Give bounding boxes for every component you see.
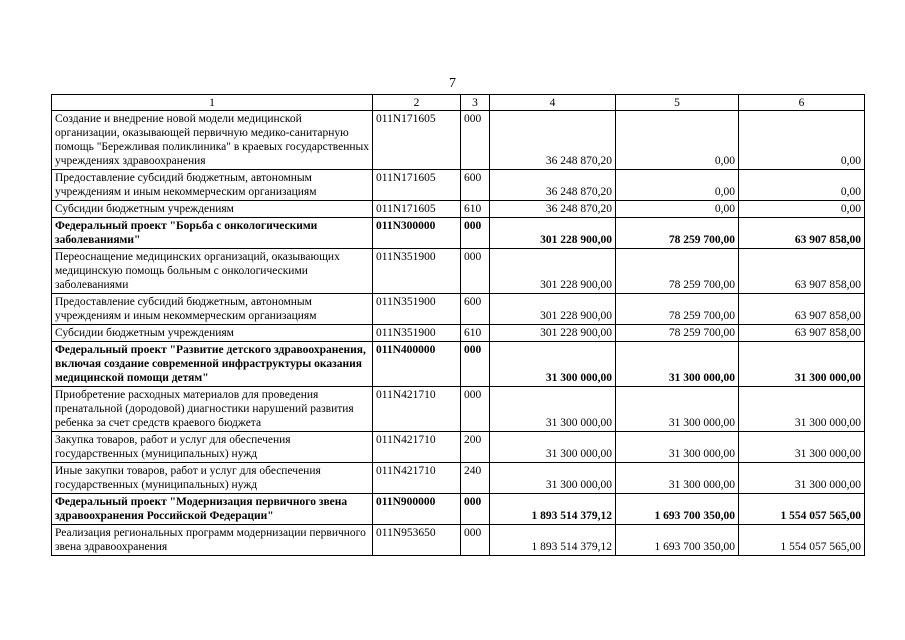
table-row — [52, 170, 865, 201]
row-kind-cell: 000 — [461, 111, 490, 170]
row-code-cell: 011N171605 — [373, 170, 461, 201]
row-name-cell: Приобретение расходных материалов для проведения пренатальной (дородовой) диагностики нарушений развития ребенка за счет средств краевого бюджета — [52, 387, 373, 432]
row-value-year2-cell: 31 300 000,00 — [616, 342, 739, 387]
row-value-year2-cell: 0,00 — [616, 201, 739, 218]
row-value-year3-cell: 31 300 000,00 — [739, 463, 865, 494]
row-code-cell: 011N300000 — [373, 218, 461, 249]
row-value-year1-cell: 36 248 870,20 — [490, 201, 616, 218]
header-cell: 3 — [461, 95, 490, 111]
table-row — [52, 342, 865, 387]
table-row — [52, 325, 865, 342]
row-name-cell: Создание и внедрение новой модели медицинской организации, оказывающей первичную медико-санитарную помощь "Бережливая поликлиника" в краевых государственных учреждениях здравоохранения — [52, 111, 373, 170]
row-kind-cell: 000 — [461, 249, 490, 294]
table-row — [52, 218, 865, 249]
row-value-year1-cell: 301 228 900,00 — [490, 249, 616, 294]
row-value-year2-cell: 31 300 000,00 — [616, 432, 739, 463]
row-value-year3-cell: 63 907 858,00 — [739, 294, 865, 325]
row-kind-cell: 000 — [461, 218, 490, 249]
table-row — [52, 525, 865, 556]
header-cell: 6 — [739, 95, 865, 111]
row-value-year2-cell: 78 259 700,00 — [616, 325, 739, 342]
row-value-year1-cell: 31 300 000,00 — [490, 463, 616, 494]
row-kind-cell: 000 — [461, 525, 490, 556]
row-value-year1-cell: 36 248 870,20 — [490, 170, 616, 201]
row-value-year2-cell: 78 259 700,00 — [616, 294, 739, 325]
row-code-cell: 011N421710 — [373, 432, 461, 463]
row-kind-cell: 610 — [461, 201, 490, 218]
header-cell: 2 — [373, 95, 461, 111]
row-value-year2-cell: 1 693 700 350,00 — [616, 525, 739, 556]
row-value-year3-cell: 63 907 858,00 — [739, 325, 865, 342]
row-name-cell: Субсидии бюджетным учреждениям — [52, 325, 373, 342]
row-code-cell: 011N900000 — [373, 494, 461, 525]
row-code-cell: 011N351900 — [373, 294, 461, 325]
row-value-year3-cell: 1 554 057 565,00 — [739, 525, 865, 556]
row-code-cell: 011N400000 — [373, 342, 461, 387]
row-value-year3-cell: 63 907 858,00 — [739, 249, 865, 294]
row-code-cell: 011N351900 — [373, 325, 461, 342]
row-name-cell: Федеральный проект "Развитие детского здравоохранения, включая создание современной инфраструктуры оказания медицинской помощи детям" — [52, 342, 373, 387]
header-cell: 5 — [616, 95, 739, 111]
row-value-year1-cell: 36 248 870,20 — [490, 111, 616, 170]
row-code-cell: 011N421710 — [373, 463, 461, 494]
header-cell: 4 — [490, 95, 616, 111]
row-value-year1-cell: 31 300 000,00 — [490, 432, 616, 463]
row-value-year1-cell: 31 300 000,00 — [490, 342, 616, 387]
row-code-cell: 011N351900 — [373, 249, 461, 294]
row-value-year2-cell: 0,00 — [616, 111, 739, 170]
row-value-year1-cell: 1 893 514 379,12 — [490, 494, 616, 525]
row-kind-cell: 000 — [461, 387, 490, 432]
row-name-cell: Предоставление субсидий бюджетным, автономным учреждениям и иным некоммерческим организациям — [52, 294, 373, 325]
row-kind-cell: 200 — [461, 432, 490, 463]
row-value-year2-cell: 1 693 700 350,00 — [616, 494, 739, 525]
row-value-year3-cell: 31 300 000,00 — [739, 432, 865, 463]
table-row — [52, 387, 865, 432]
row-name-cell: Федеральный проект "Модернизация первичного звена здравоохранения Российской Федерации" — [52, 494, 373, 525]
row-code-cell: 011N171605 — [373, 201, 461, 218]
table-row — [52, 201, 865, 218]
row-value-year3-cell: 0,00 — [739, 201, 865, 218]
table-row — [52, 249, 865, 294]
table-row — [52, 294, 865, 325]
row-value-year1-cell: 31 300 000,00 — [490, 387, 616, 432]
row-name-cell: Реализация региональных программ модернизации первичного звена здравоохранения — [52, 525, 373, 556]
row-name-cell: Федеральный проект "Борьба с онкологическими заболеваниями" — [52, 218, 373, 249]
row-value-year3-cell: 0,00 — [739, 111, 865, 170]
header-cell: 1 — [52, 95, 373, 111]
row-code-cell: 011N171605 — [373, 111, 461, 170]
row-kind-cell: 600 — [461, 294, 490, 325]
row-name-cell: Иные закупки товаров, работ и услуг для обеспечения государственных (муниципальных) нужд — [52, 463, 373, 494]
row-code-cell: 011N953650 — [373, 525, 461, 556]
row-value-year1-cell: 1 893 514 379,12 — [490, 525, 616, 556]
row-value-year3-cell: 1 554 057 565,00 — [739, 494, 865, 525]
row-value-year2-cell: 31 300 000,00 — [616, 463, 739, 494]
row-value-year3-cell: 63 907 858,00 — [739, 218, 865, 249]
row-kind-cell: 000 — [461, 342, 490, 387]
table-row — [52, 494, 865, 525]
row-value-year1-cell: 301 228 900,00 — [490, 325, 616, 342]
row-code-cell: 011N421710 — [373, 387, 461, 432]
row-value-year2-cell: 78 259 700,00 — [616, 218, 739, 249]
row-value-year2-cell: 78 259 700,00 — [616, 249, 739, 294]
row-name-cell: Переоснащение медицинских организаций, оказывающих медицинскую помощь больным с онкологическими заболеваниями — [52, 249, 373, 294]
row-name-cell: Субсидии бюджетным учреждениям — [52, 201, 373, 218]
table-row — [52, 463, 865, 494]
row-kind-cell: 610 — [461, 325, 490, 342]
row-name-cell: Закупка товаров, работ и услуг для обеспечения государственных (муниципальных) нужд — [52, 432, 373, 463]
row-kind-cell: 240 — [461, 463, 490, 494]
row-value-year3-cell: 31 300 000,00 — [739, 342, 865, 387]
table-header-row — [52, 95, 865, 111]
row-value-year2-cell: 0,00 — [616, 170, 739, 201]
row-value-year1-cell: 301 228 900,00 — [490, 294, 616, 325]
row-kind-cell: 000 — [461, 494, 490, 525]
budget-table — [51, 94, 865, 556]
row-kind-cell: 600 — [461, 170, 490, 201]
table-row — [52, 432, 865, 463]
row-value-year2-cell: 31 300 000,00 — [616, 387, 739, 432]
page-number: 7 — [449, 76, 456, 91]
table-row — [52, 111, 865, 170]
row-value-year3-cell: 31 300 000,00 — [739, 387, 865, 432]
row-value-year3-cell: 0,00 — [739, 170, 865, 201]
row-value-year1-cell: 301 228 900,00 — [490, 218, 616, 249]
row-name-cell: Предоставление субсидий бюджетным, автономным учреждениям и иным некоммерческим организациям — [52, 170, 373, 201]
